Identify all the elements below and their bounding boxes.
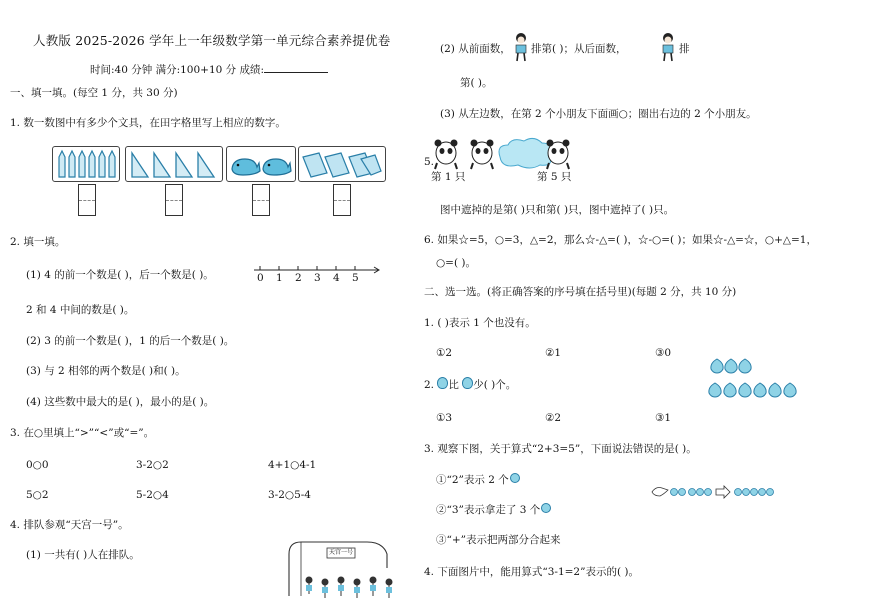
tiangong-sign: 天宫一号: [329, 549, 354, 556]
pencils-icon: [53, 147, 119, 181]
cloud-icon: [499, 138, 551, 168]
question-5-text: 图中遮掉的是第( )只和第( )只，图中遮掉了( )只。: [440, 204, 675, 216]
pencils-image: [52, 146, 120, 182]
right-q4-2-part-b: 排第( )；从后面数，: [531, 43, 627, 55]
compare-item-2[interactable]: 3-2○2: [136, 459, 169, 471]
panda-first-label: 第 1 只: [431, 171, 466, 183]
peach-groups-illustration: [707, 357, 797, 403]
choice-3-option-a-text: ①“2”表示 2 个: [436, 474, 509, 486]
bead-icon: [541, 503, 551, 513]
answer-box-pencils[interactable]: [78, 184, 96, 216]
triangle-ruler-icon: [126, 147, 222, 181]
right-q4-2-part-a: (2) 从前面数，: [440, 43, 511, 55]
question-4-1: (1) 一共有( )人在排队。: [26, 549, 140, 561]
choice-3-option-b-text: ②“3”表示拿走了 3 个: [436, 504, 541, 516]
tick-4: 4: [333, 272, 340, 284]
question-2-3: (3) 与 2 相邻的两个数是( )和( )。: [26, 365, 186, 377]
choice-2-option-a[interactable]: ①3: [436, 412, 453, 424]
score-blank[interactable]: [264, 61, 328, 73]
answer-box-rulers[interactable]: [165, 184, 183, 216]
exam-info: [90, 61, 328, 77]
question-5-number: 5.: [424, 156, 435, 168]
compare-item-1[interactable]: 0○0: [26, 459, 49, 471]
choice-2-than: 比: [448, 379, 459, 391]
page-title: 人教版 2025-2026 学年上一年级数学第一单元综合素养提优卷: [33, 33, 391, 48]
question-4: 4. 排队参观“天宫一号”。: [10, 519, 129, 531]
triangle-rulers-image: [125, 146, 223, 182]
question-2-2: (2) 3 的前一个数是( )，1 的后一个数是( )。: [26, 335, 235, 347]
hand-icon: [652, 488, 668, 497]
tick-2: 2: [295, 272, 302, 284]
question-6-line2: ○=( )。: [436, 257, 476, 269]
peach-small-icon-1: [437, 377, 448, 389]
compare-item-6[interactable]: 3-2○5-4: [268, 489, 311, 501]
section2-heading: 二、选一选。(将正确答案的序号填在括号里)(每题 2 分，共 10 分): [424, 286, 737, 298]
bead-icon: [510, 473, 520, 483]
question-3: 3. 在○里填上“>”“<”或“=”。: [10, 427, 155, 439]
arrow-right-icon: [716, 486, 730, 498]
question-1: 1. 数一数图中有多少个文具，在田字格里写上相应的数字。: [10, 117, 286, 129]
choice-3-option-b[interactable]: [436, 503, 551, 517]
choice-2-less: 少( )个。: [473, 379, 517, 391]
answer-box-sharpeners[interactable]: [252, 184, 270, 216]
choice-1-option-c[interactable]: ③0: [655, 347, 672, 359]
child-icon-front: [512, 32, 530, 62]
tick-5: 5: [352, 272, 359, 284]
choice-question-1: 1. ( )表示 1 个也没有。: [424, 317, 536, 329]
choice-question-2: [424, 377, 516, 392]
answer-box-erasers[interactable]: [333, 184, 351, 216]
question-2: 2. 填一填。: [10, 236, 66, 248]
compare-item-3[interactable]: 4+1○4-1: [268, 459, 317, 471]
compare-item-4[interactable]: 5○2: [26, 489, 49, 501]
exam-info-text: 时间:40 分钟 满分:100+10 分 成绩:: [90, 64, 265, 76]
tick-0: 0: [257, 272, 264, 284]
choice-1-option-a[interactable]: ①2: [436, 347, 453, 359]
pandas-row-illustration: [432, 137, 582, 171]
question-2-1: (1) 4 的前一个数是( )，后一个数是( )。: [26, 269, 214, 281]
section1-heading: 一、填一填。(每空 1 分，共 30 分): [10, 87, 178, 99]
right-q4-3: (3) 从左边数，在第 2 个小朋友下面画○；圈出右边的 2 个小朋友。: [440, 108, 757, 120]
question-6-line1: 6. 如果☆=5，○=3，△=2，那么☆-△=( )，☆-○=( )；如果☆-△=☆，○+△=1，: [424, 234, 817, 246]
tick-1: 1: [276, 272, 283, 284]
child-icon-back: [659, 32, 677, 62]
compare-item-5[interactable]: 5-2○4: [136, 489, 169, 501]
choice-3-option-c[interactable]: ③“+”表示把两部分合起来: [436, 534, 561, 546]
tick-3: 3: [314, 272, 321, 284]
panda-fifth-label: 第 5 只: [537, 171, 572, 183]
right-q4-2-part-d: 第( )。: [460, 77, 493, 89]
choice-2-number: 2.: [424, 379, 435, 391]
beads-combine-illustration: [650, 484, 788, 500]
choice-2-option-c[interactable]: ③1: [655, 412, 672, 424]
whale-sharpener-icon: [227, 147, 295, 181]
choice-1-option-b[interactable]: ②1: [545, 347, 562, 359]
choice-question-4: 4. 下面图片中，能用算式“3-1=2”表示的( )。: [424, 566, 640, 578]
choice-2-option-b[interactable]: ②2: [545, 412, 562, 424]
right-q4-2-part-c: 排: [679, 43, 690, 55]
erasers-image: [298, 146, 386, 182]
sharpeners-image: [226, 146, 296, 182]
choice-question-3: 3. 观察下图，关于算式“2+3=5”，下面说法错误的是( )。: [424, 443, 697, 455]
panda-icon: [435, 140, 458, 170]
peach-small-icon-2: [462, 377, 473, 389]
eraser-icon: [299, 147, 385, 181]
question-2-4: (4) 这些数中最大的是( )，最小的是( )。: [26, 396, 215, 408]
question-2-1b: 2 和 4 中间的数是( )。: [26, 304, 135, 316]
choice-3-option-a[interactable]: [436, 473, 520, 487]
